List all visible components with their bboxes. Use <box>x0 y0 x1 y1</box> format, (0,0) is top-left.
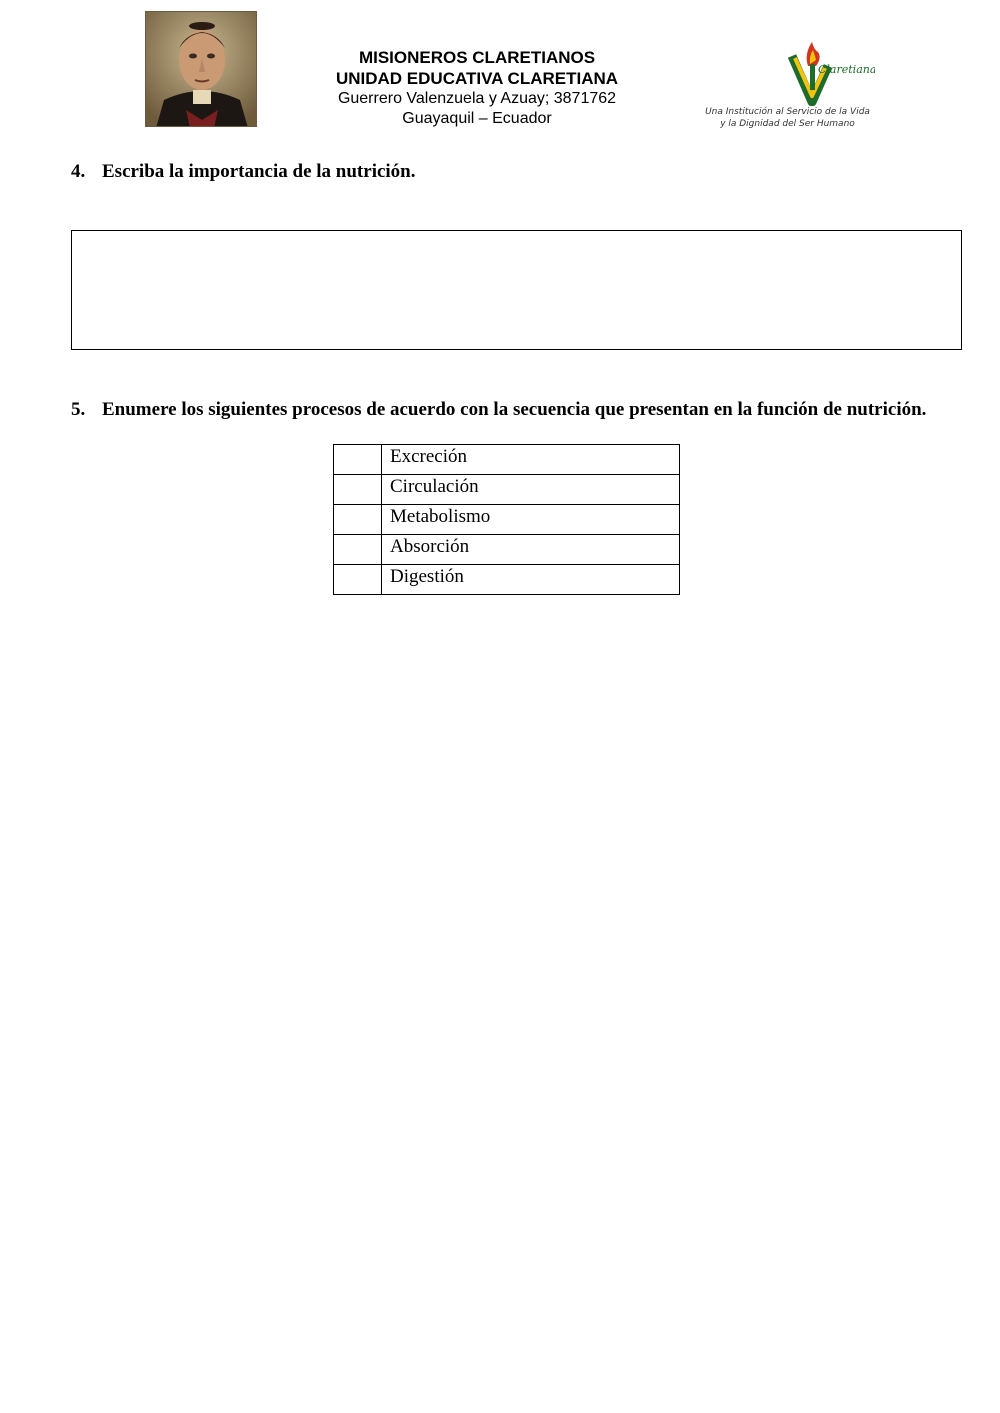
founder-portrait <box>145 11 257 127</box>
table-row <box>334 565 680 595</box>
table-row <box>334 505 680 535</box>
school-city: Guayaquil – Ecuador <box>402 110 552 127</box>
question-5 <box>71 398 951 421</box>
sequence-number-input[interactable] <box>334 475 382 505</box>
process-label: Absorción <box>382 535 680 565</box>
sequence-number-input[interactable] <box>334 535 382 565</box>
process-label: Circulación <box>382 475 680 505</box>
org-name: MISIONEROS CLARETIANOS <box>358 48 596 67</box>
logo-wordmark: Claretiana <box>818 63 875 76</box>
school-name: UNIDAD EDUCATIVA CLARETIANA <box>335 69 619 88</box>
school-address: Guerrero Valenzuela y Azuay; 3871762 <box>337 90 617 107</box>
question-text: Enumere los siguientes procesos de acuerdo con la secuencia que presentan en la función de nutrición. <box>102 399 927 420</box>
question-4 <box>71 160 951 183</box>
question-number: 4. <box>71 161 86 182</box>
question-text: Escriba la importancia de la nutrición. <box>102 161 416 182</box>
table-row <box>334 535 680 565</box>
sequence-number-input[interactable] <box>334 565 382 595</box>
process-label: Excreción <box>382 445 680 475</box>
school-header <box>277 47 677 129</box>
sequence-number-input[interactable] <box>334 445 382 475</box>
answer-textbox[interactable] <box>71 230 962 350</box>
table-row <box>334 445 680 475</box>
process-label: Metabolismo <box>382 505 680 535</box>
question-number: 5. <box>71 399 86 420</box>
sequence-number-input[interactable] <box>334 505 382 535</box>
sequence-table <box>333 444 680 595</box>
logo-slogan: Una Institución al Servicio de la Vida y la Dignidad del Ser Humano <box>705 107 870 129</box>
process-label: Digestión <box>382 565 680 595</box>
table-row <box>334 475 680 505</box>
